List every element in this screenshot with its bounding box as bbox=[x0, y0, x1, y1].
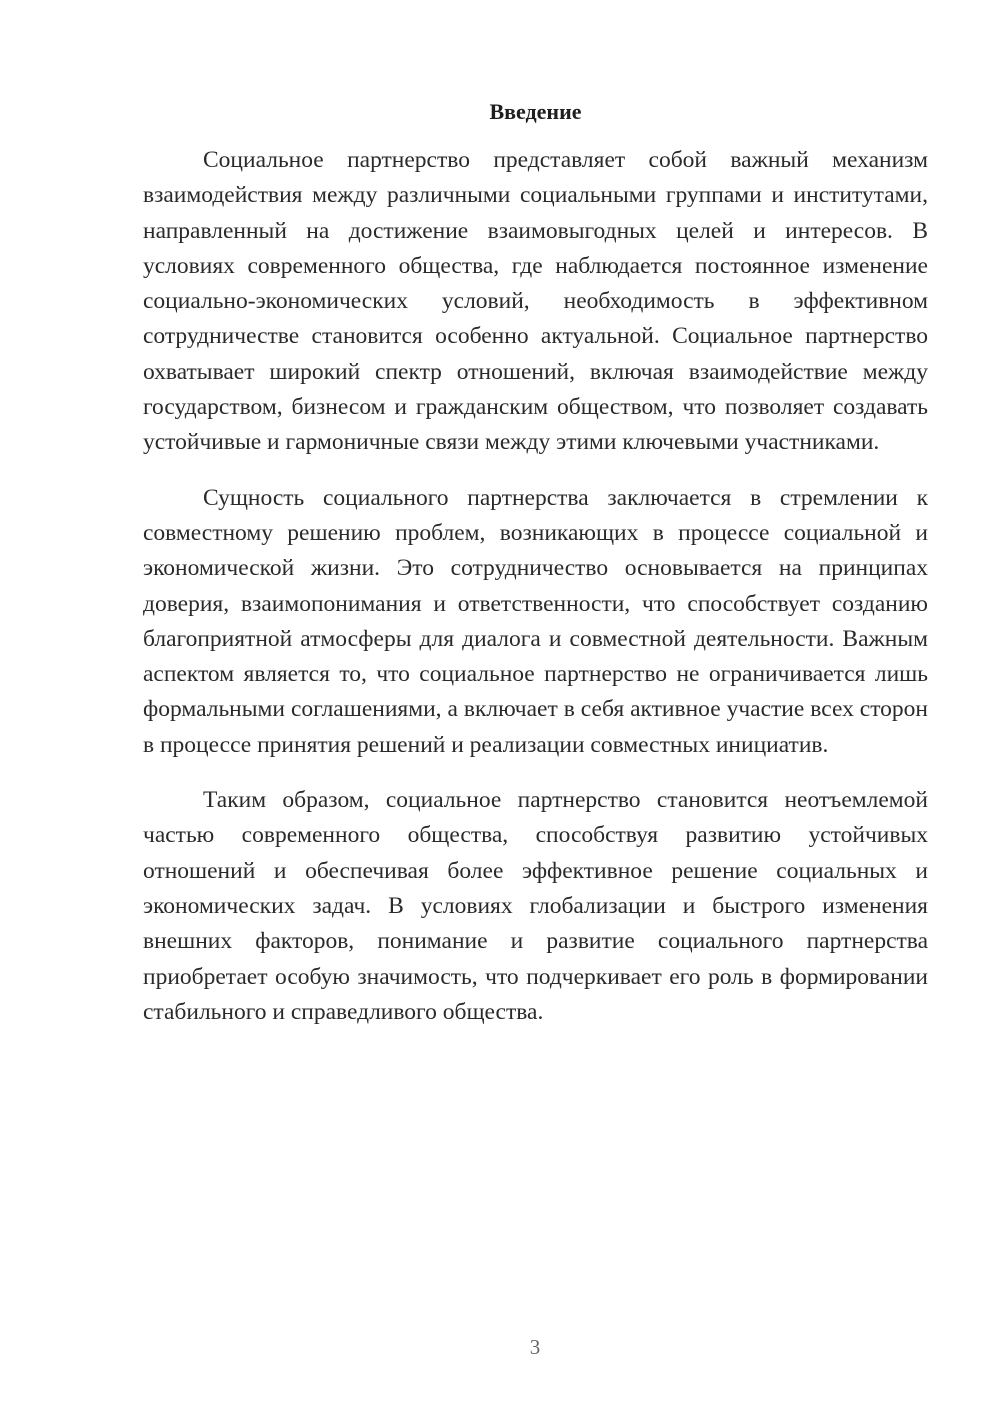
section-heading: Введение bbox=[489, 99, 582, 124]
document-body bbox=[143, 143, 928, 1030]
paragraph-1: Социальное партнерство представляет собой важный механизм взаимодействия между различными социальными группами и институтами, направленный на достижение взаимовыгодных целей и интересов. В условиях современного общества, где наблюдается постоянное изменение социально-экономических условий, необходимость в эффективном сотрудничестве становится особенно актуальной. Социальное партнерство охватывает широкий спектр отношений, включая взаимодействие между государством, бизнесом и гражданским обществом, что позволяет создавать устойчивые и гармоничные связи между этими ключевыми участниками. bbox=[143, 147, 928, 456]
page-number: 3 bbox=[529, 1335, 541, 1359]
paragraph-2: Сущность социального партнерства заключается в стремлении к совместному решению проблем, возникающих в процессе социальной и экономической жизни. Это сотрудничество основывается на принципах доверия, взаимопонимания и ответственности, что способствует созданию благоприятной атмосферы для диалога и совместной деятельности. Важным аспектом является то, что социальное партнерство не ограничивается лишь формальными соглашениями, а включает в себя активное участие всех сторон в процессе принятия решений и реализации совместных инициатив. bbox=[143, 484, 928, 758]
paragraph-3: Таким образом, социальное партнерство становится неотъемлемой частью современного общества, способствуя развитию устойчивых отношений и обеспечивая более эффективное решение социальных и экономических задач. В условиях глобализации и быстрого изменения внешних факторов, понимание и развитие социального партнерства приобретает особую значимость, что подчеркивает его роль в формировании стабильного и справедливого общества. bbox=[143, 787, 928, 1025]
